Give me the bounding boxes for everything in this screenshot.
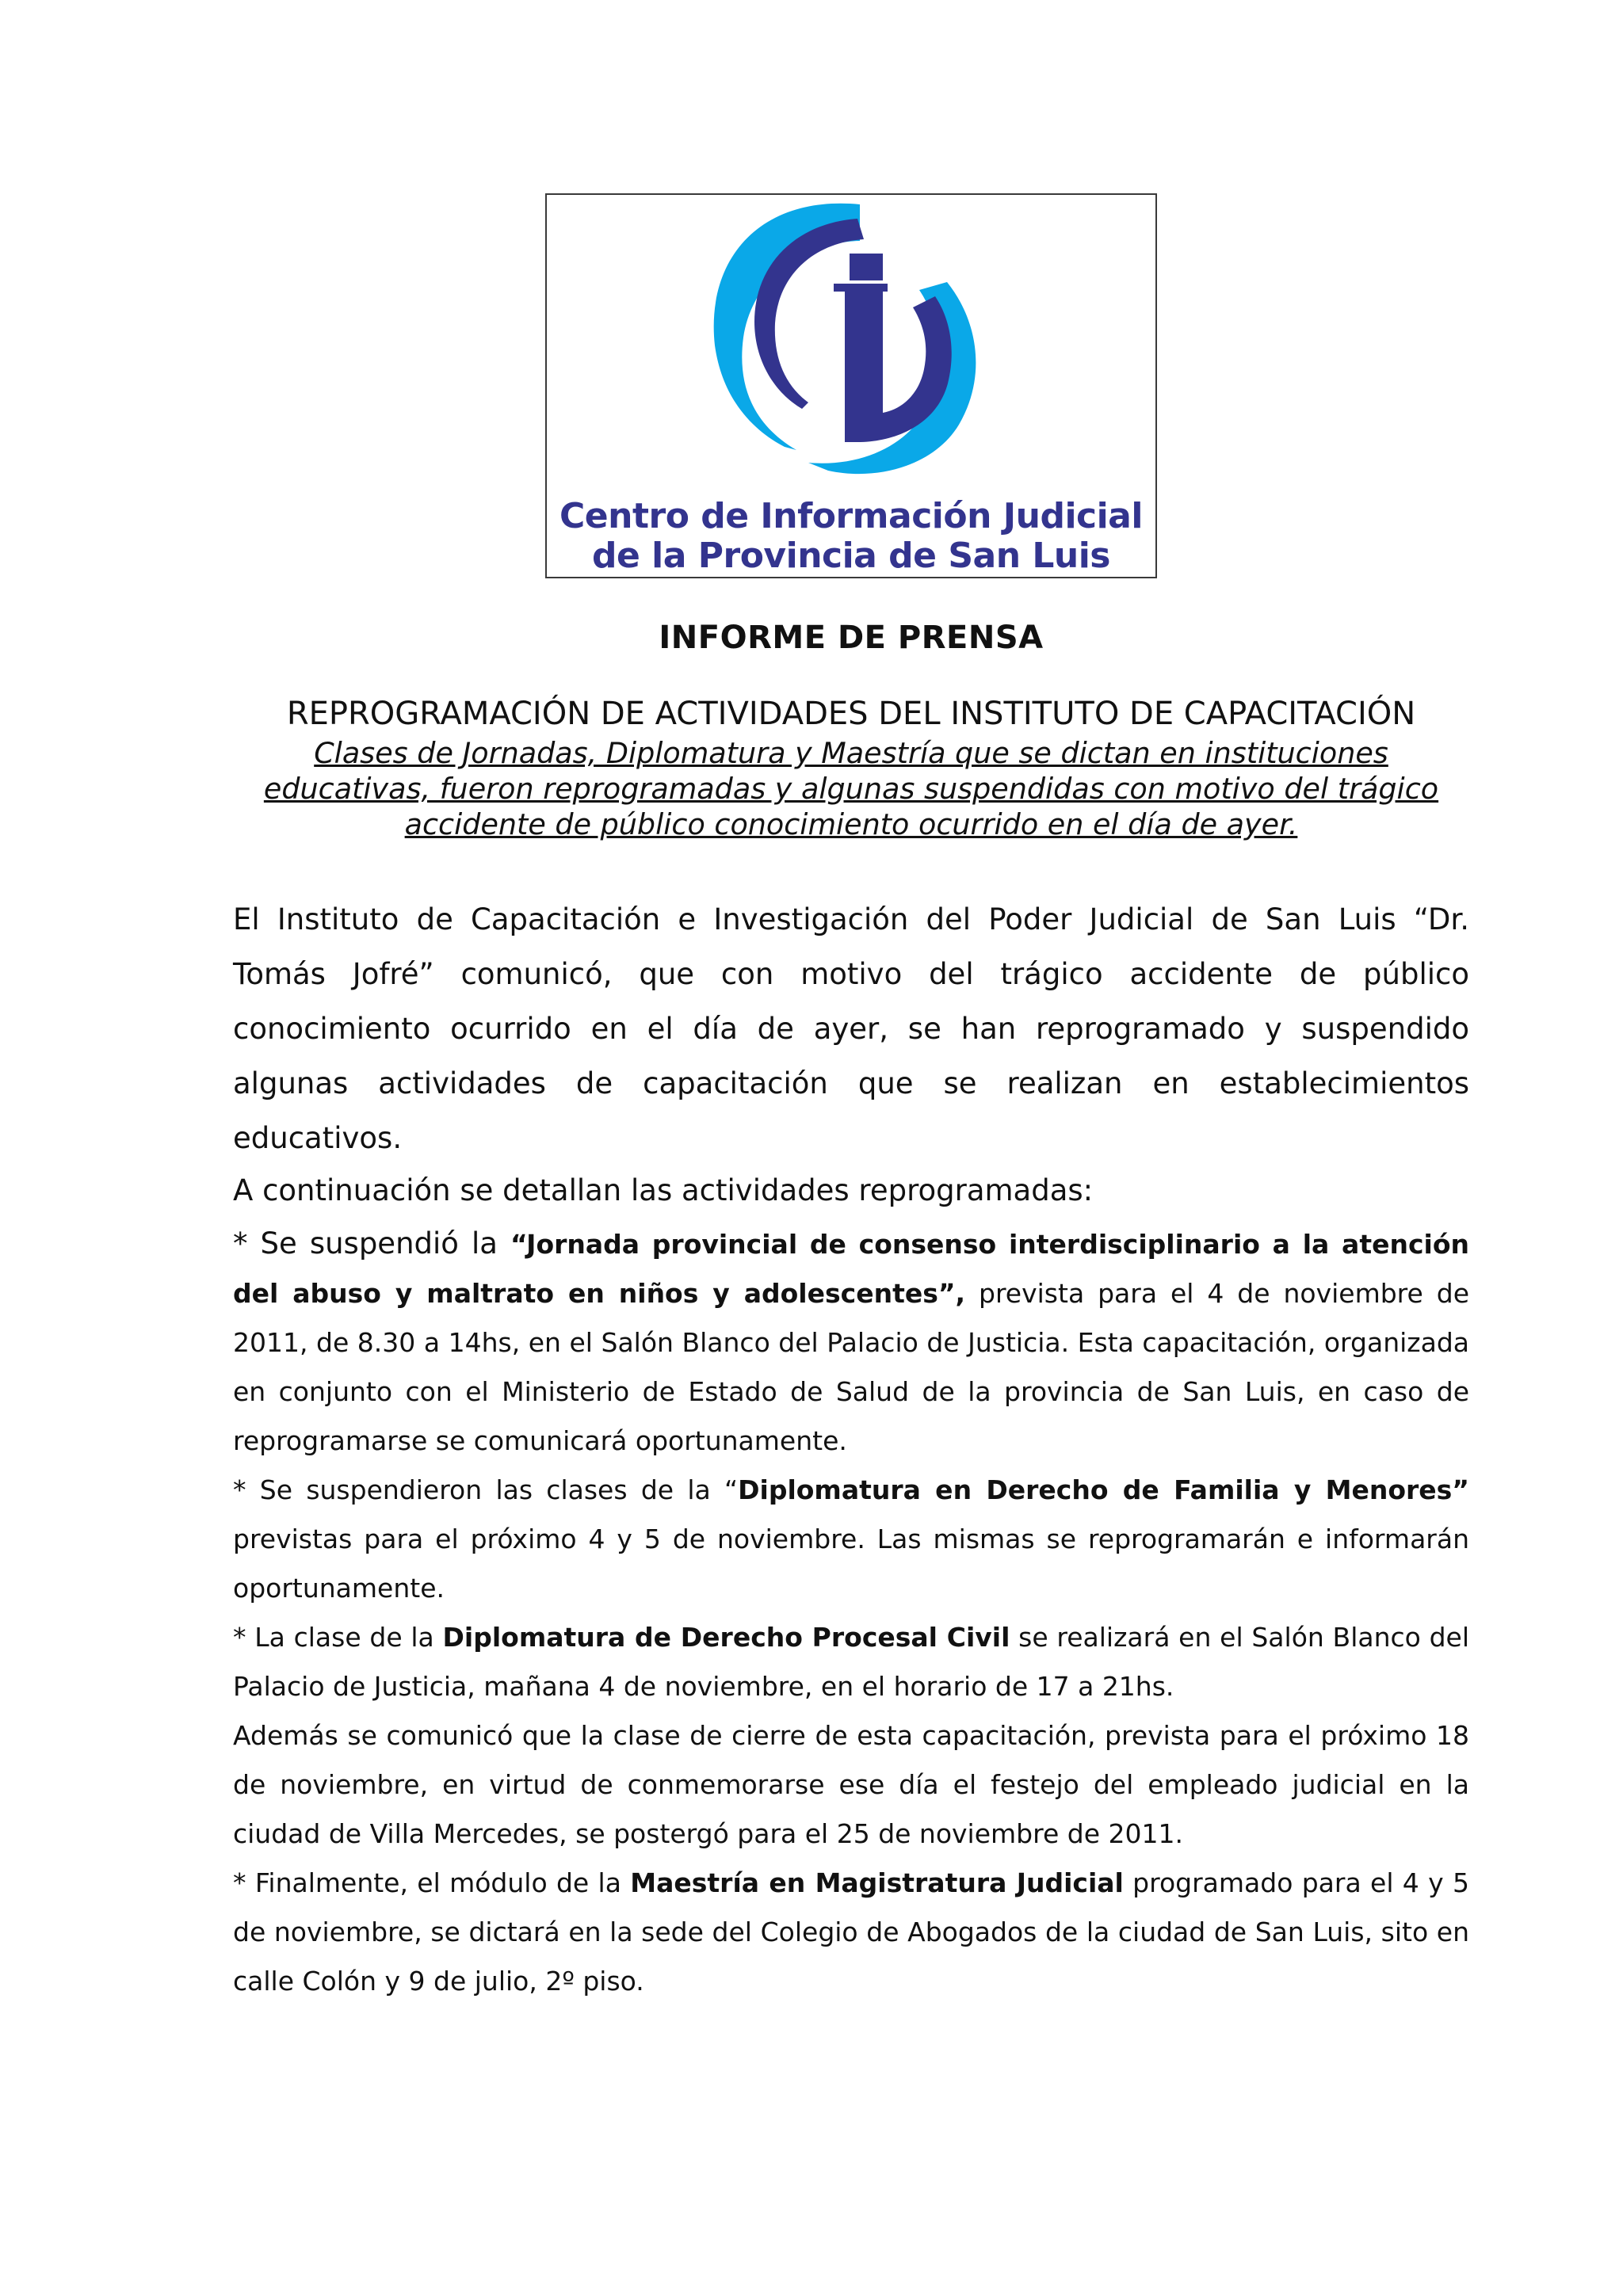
logo-cyan-bowl (808, 282, 976, 474)
logo-line-1: Centro de Información Judicial (559, 496, 1143, 536)
logo-box (545, 193, 1157, 578)
page-deck: Clases de Jornadas, Diplomatura y Maestría que se dictan en instituciones educativas, fueron reprogramadas y algunas suspendidas con motivo del trágico accidente de público conocimiento ocurrido en el día de ayer. (263, 736, 1439, 841)
item-3-continuation: Además se comunicó que la clase de cierre de esta capacitación, prevista para el próximo 18 de noviembre, en virtud de conmemorarse ese día el festejo del empleado judicial en la ciudad de Villa Mercedes, se postergó para el 25 de noviembre de 2011. (233, 1720, 1469, 1849)
logo-line-2: de la Provincia de San Luis (592, 536, 1110, 576)
item-4-pre: * Finalmente, el módulo de la (233, 1867, 631, 1898)
page-subtitle: REPROGRAMACIÓN DE ACTIVIDADES DEL INSTITUTO DE CAPACITACIÓN (286, 696, 1416, 732)
item-3-bold: Diplomatura de Derecho Procesal Civil (442, 1622, 1010, 1653)
list-item (233, 1859, 1469, 2006)
logo-navy-i-serif (834, 284, 888, 292)
list-item (233, 1613, 1469, 1711)
article-body (233, 892, 1469, 2006)
item-1-pre: * Se suspendió la (233, 1226, 510, 1261)
item-2-post: previstas para el próximo 4 y 5 de noviembre. Las mismas se reprogramarán e informarán oportunamente. (233, 1524, 1469, 1604)
logo-navy-i-dot (850, 254, 883, 280)
item-3-post: se realizará en el Salón Blanco del Palacio de Justicia, mañana 4 de noviembre, en el horario de 17 a 21hs. (233, 1622, 1469, 1702)
item-1-bold: “Jornada provincial de consenso interdisciplinario a la atención del abuso y maltrato en niños y adolescentes”, (233, 1229, 1470, 1309)
page-title: INFORME DE PRENSA (659, 620, 1044, 656)
lead-paragraph: A continuación se detallan las actividades reprogramadas: (233, 1173, 1094, 1207)
item-4-post: programado para el 4 y 5 de noviembre, se dictará en la sede del Colegio de Abogados de la ciudad de San Luis, sito en calle Colón y 9 de julio, 2º piso. (233, 1867, 1469, 1997)
item-3-pre: * La clase de la (233, 1622, 443, 1653)
item-1-post: prevista para el 4 de noviembre de 2011, de 8.30 a 14hs, en el Salón Blanco del Palacio de Justicia. Esta capacitación, organizada en conjunto con el Ministerio de Estado de Salud de la provincia de San Luis, en caso de reprogramarse se comunicará oportunamente. (233, 1278, 1469, 1456)
item-2-pre: * Se suspendieron las clases de la “ (233, 1474, 739, 1505)
intro-paragraph: El Instituto de Capacitación e Investigación del Poder Judicial de San Luis “Dr. Tomás Jofré” comunicó, que con motivo del trágico accidente de público conocimiento ocurrido en el día de ayer, se han reprogramado y suspendido algunas actividades de capacitación que se realizan en establecimientos educativos. (233, 902, 1469, 1155)
item-2-bold: Diplomatura en Derecho de Familia y Menores” (738, 1474, 1469, 1505)
list-item (233, 1219, 1469, 1466)
item-4-bold: Maestría en Magistratura Judicial (630, 1867, 1124, 1898)
list-item (233, 1466, 1469, 1613)
